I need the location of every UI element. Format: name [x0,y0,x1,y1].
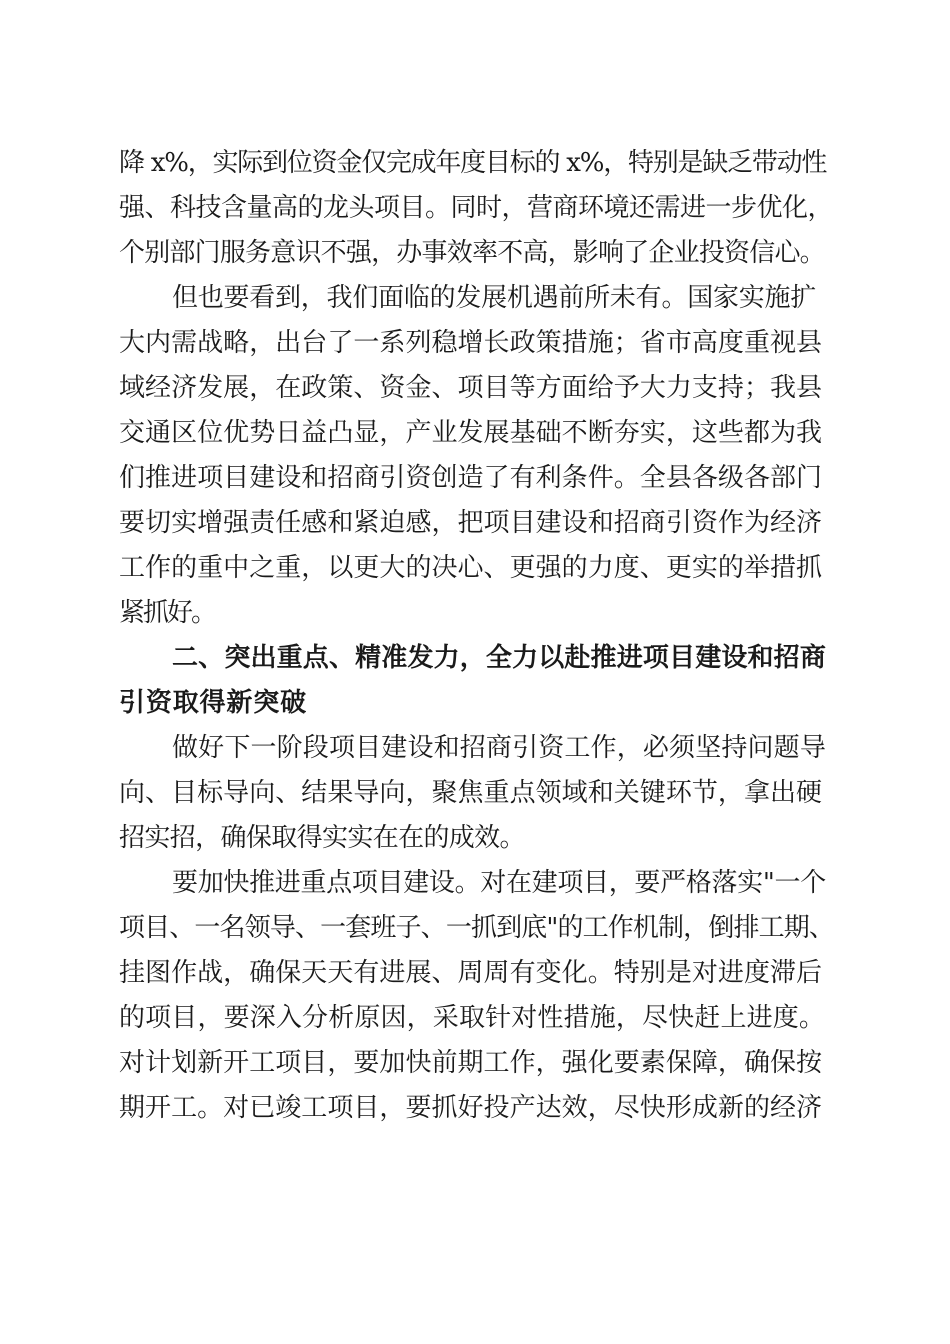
text-line: 的项目，要深入分析原因，采取针对性措施，尽快赶上进度。 [119,1003,826,1033]
text-line: 项目、一名领导、一套班子、一抓到底"的工作机制，倒排工期、 [119,913,835,943]
text-line: 紧抓好。 [119,598,216,628]
section-heading: 二、突出重点、精准发力，全力以赴推进项目建设和招商 [172,643,827,673]
text-line: 工作的重中之重，以更大的决心、更强的力度、更实的举措抓 [119,553,823,583]
text-line: 招实招，确保取得实实在在的成效。 [119,823,525,853]
text-line: 要切实增强责任感和紧迫感，把项目建设和招商引资作为经济 [119,508,823,538]
text-line: 们推进项目建设和招商引资创造了有利条件。全县各级各部门 [119,463,823,493]
text-line: 大内需战略，出台了一系列稳增长政策措施；省市高度重视县 [119,328,823,358]
text-line: 向、目标导向、结果导向，聚焦重点领域和关键环节，拿出硬 [119,778,823,808]
text-line: 但也要看到，我们面临的发展机遇前所未有。国家实施扩 [172,283,817,313]
text-line: 降 x%，实际到位资金仅完成年度目标的 x%，特别是缺乏带动性 [119,148,827,178]
text-line: 挂图作战，确保天天有进展、周周有变化。特别是对进度滞后 [119,958,823,988]
text-line: 做好下一阶段项目建设和招商引资工作，必须坚持问题导 [172,733,827,763]
section-heading-continued: 引资取得新突破 [119,688,307,718]
text-line: 对计划新开工项目，要加快前期工作，强化要素保障，确保按 [119,1048,823,1078]
text-line: 域经济发展，在政策、资金、项目等方面给予大力支持；我县 [119,373,823,403]
text-line: 期开工。对已竣工项目，要抓好投产达效，尽快形成新的经济 [119,1093,823,1123]
text-line: 交通区位优势日益凸显，产业发展基础不断夯实，这些都为我 [119,418,823,448]
text-line: 要加快推进重点项目建设。对在建项目，要严格落实"一个 [172,868,826,898]
text-line: 强、科技含量高的龙头项目。同时，营商环境还需进一步优化， [119,193,834,223]
text-line: 个别部门服务意识不强，办事效率不高，影响了企业投资信心。 [119,238,825,268]
